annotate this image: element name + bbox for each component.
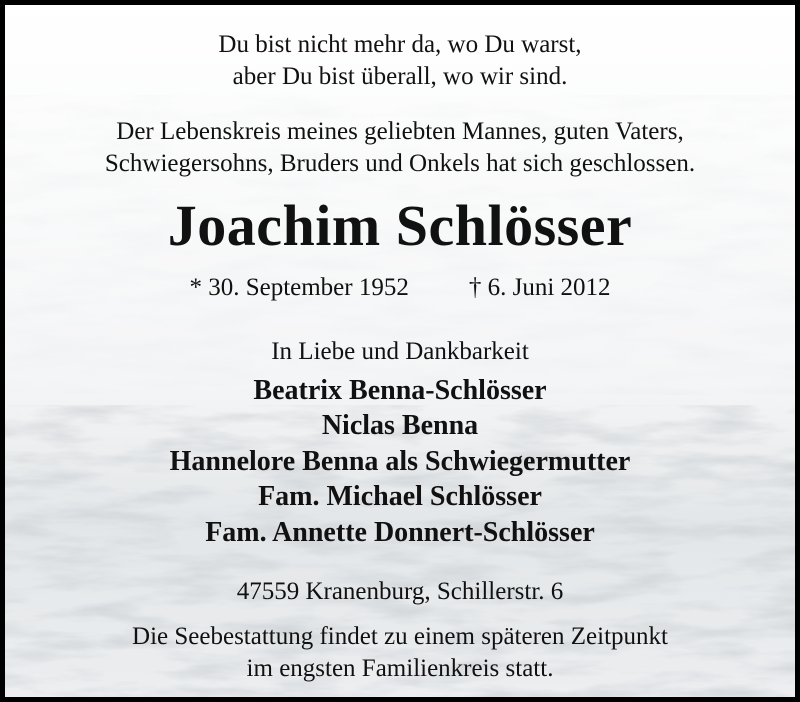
birth-date: * 30. September 1952 xyxy=(189,274,409,301)
dedication-text: In Liebe und Dankbarkeit xyxy=(271,338,529,365)
intro-line-2: Schwiegersohns, Bruders und Onkels hat sich geschlossen. xyxy=(104,150,696,177)
mourner-name: Beatrix Benna-Schlösser xyxy=(253,375,547,406)
death-date: † 6. Juni 2012 xyxy=(468,274,611,301)
family-address: 47559 Kranenburg, Schillerstr. 6 xyxy=(236,578,564,605)
mourner-name: Hannelore Benna als Schwiegermutter xyxy=(169,446,631,477)
mourner-name: Fam. Annette Donnert-Schlösser xyxy=(205,517,595,548)
life-dates xyxy=(5,272,795,304)
intro-line-1: Der Lebenskreis meines geliebten Mannes, guten Vaters, xyxy=(116,118,684,145)
mourner-name: Niclas Benna xyxy=(321,410,479,441)
burial-notice-line-1: Die Seebestattung findet zu einem späteren Zeitpunkt xyxy=(132,623,668,650)
burial-notice-line-2: im engsten Familienkreis statt. xyxy=(246,655,554,682)
mourner-name: Fam. Michael Schlösser xyxy=(258,481,542,512)
quote-line-2: aber Du bist überall, wo wir sind. xyxy=(232,63,568,90)
quote-line-1: Du bist nicht mehr da, wo Du warst, xyxy=(218,31,582,58)
deceased-name: Joachim Schlösser xyxy=(167,193,633,258)
